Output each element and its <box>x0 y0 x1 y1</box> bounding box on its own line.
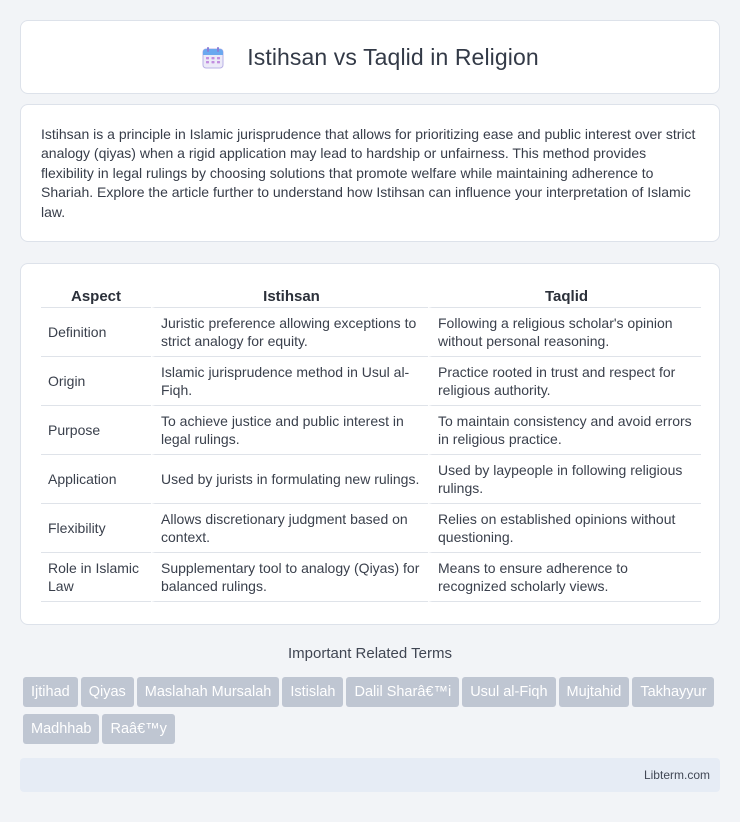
title-card <box>20 20 720 94</box>
column-header-taqlid: Taqlid <box>428 284 701 308</box>
taqlid-cell: Following a religious scholar's opinion without personal reasoning. <box>428 308 701 357</box>
tag-istislah[interactable]: Istislah <box>282 677 343 707</box>
comparison-table <box>41 284 701 602</box>
tag-maslahah-mursalah[interactable]: Maslahah Mursalah <box>137 677 280 707</box>
footer-brand-link[interactable]: Libterm.com <box>643 768 710 782</box>
table-row <box>41 357 701 406</box>
istihsan-cell: Used by jurists in formulating new rulings. <box>151 455 428 504</box>
aspect-cell: Definition <box>41 308 151 357</box>
table-row <box>41 504 701 553</box>
footer <box>20 758 720 792</box>
related-terms-heading: Important Related Terms <box>288 645 452 662</box>
aspect-cell: Role in Islamic Law <box>41 553 151 602</box>
taqlid-cell: Used by laypeople in following religious rulings. <box>428 455 701 504</box>
taqlid-cell: Practice rooted in trust and respect for religious authority. <box>428 357 701 406</box>
intro-text: Istihsan is a principle in Islamic jurisprudence that allows for prioritizing ease and public interest over strict analogy (qiyas) when a rigid application may lead to hardship or unfairness. This method provides flexibility in legal rulings by choosing solutions that promote welfare while maintaining adherence to Shariah. Explore the article further to understand how Istihsan can influence your interpretation of Islamic law. <box>41 126 696 220</box>
taqlid-cell: To maintain consistency and avoid errors in religious practice. <box>428 406 701 455</box>
aspect-cell: Purpose <box>41 406 151 455</box>
table-row <box>41 308 701 357</box>
istihsan-cell: Allows discretionary judgment based on context. <box>151 504 428 553</box>
istihsan-cell: To achieve justice and public interest in legal rulings. <box>151 406 428 455</box>
table-header-row <box>41 284 701 308</box>
table-row <box>41 455 701 504</box>
taqlid-cell: Relies on established opinions without questioning. <box>428 504 701 553</box>
table-row <box>41 553 701 602</box>
tag-dalil-shari[interactable]: Dalil Sharâ€™i <box>346 677 459 707</box>
aspect-cell: Application <box>41 455 151 504</box>
aspect-cell: Origin <box>41 357 151 406</box>
page-title: Istihsan vs Taqlid in Religion <box>247 43 539 70</box>
tag-mujtahid[interactable]: Mujtahid <box>559 677 630 707</box>
tag-usul-al-fiqh[interactable]: Usul al-Fiqh <box>462 677 555 707</box>
taqlid-cell: Means to ensure adherence to recognized scholarly views. <box>428 553 701 602</box>
istihsan-cell: Supplementary tool to analogy (Qiyas) for balanced rulings. <box>151 553 428 602</box>
column-header-istihsan: Istihsan <box>151 284 428 308</box>
tag-qiyas[interactable]: Qiyas <box>81 677 134 707</box>
tag-ray[interactable]: Raâ€™y <box>102 714 174 744</box>
column-header-aspect: Aspect <box>41 284 151 308</box>
calendar-icon <box>201 46 225 70</box>
intro-card <box>20 104 720 242</box>
related-terms-list <box>23 677 723 751</box>
table-row <box>41 406 701 455</box>
istihsan-cell: Juristic preference allowing exceptions to strict analogy for equity. <box>151 308 428 357</box>
tag-ijtihad[interactable]: Ijtihad <box>23 677 78 707</box>
aspect-cell: Flexibility <box>41 504 151 553</box>
comparison-card <box>20 263 720 625</box>
istihsan-cell: Islamic jurisprudence method in Usul al-Fiqh. <box>151 357 428 406</box>
tag-takhayyur[interactable]: Takhayyur <box>632 677 714 707</box>
tag-madhhab[interactable]: Madhhab <box>23 714 99 744</box>
